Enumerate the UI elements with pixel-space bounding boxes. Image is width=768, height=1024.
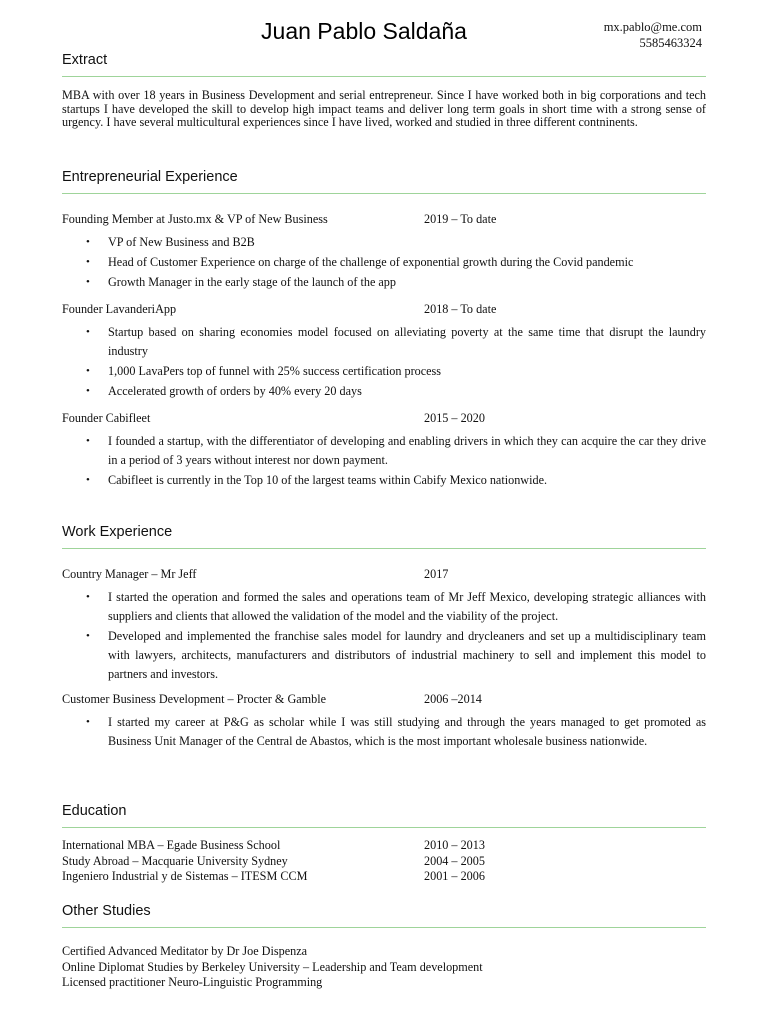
bullet-icon: • [86,276,90,288]
candidate-name: Juan Pablo Saldaña [261,18,467,44]
education-dates: 2004 – 2005 [424,853,485,868]
job-dates: 2015 – 2020 [424,411,485,425]
education-heading: Education [62,803,706,828]
job-entry [62,411,706,490]
list-item: • I started my career at P&G as scholar while I was still studying and through the years managed to get promoted as Business Unit Manager of the Central de Abastos, which is the most important wholesale business nationwide. [86,715,706,748]
list-item: • Startup based on sharing economies model focused on alleviating poverty at the same time that disrupt the laundry industry [86,325,706,358]
list-item: Licensed practitioner Neuro-Linguistic Programming [62,975,323,989]
extract-text: MBA with over 18 years in Business Development and serial entrepreneur. Since I have worked both in big corporations and tech startups I have developed the skill to develop high impact teams and deliver long term goals in short time with a strong sense of urgency. I have several multicultural experiences since I have lived, worked and studied in three different contninents. [62,88,706,129]
job-entry [62,212,706,292]
extract-heading: Extract [62,52,706,77]
list-item: • Accelerated growth of orders by 40% every 20 days [62,382,706,401]
phone-text: 5585463324 [639,36,702,50]
job-dates: 2018 – To date [424,302,497,316]
bullet-icon: • [86,256,90,268]
other-studies-heading: Other Studies [62,903,706,928]
list-item: • 1,000 LavaPers top of funnel with 25% success certification process [62,362,706,381]
job-role: Founder Cabifleet [62,411,151,425]
bullet-icon: • [86,474,90,486]
education-name: Ingeniero Industrial y de Sistemas – ITESM CCM [62,869,308,883]
bullet-icon: • [86,716,90,728]
job-entry [62,692,706,751]
job-entry [62,567,706,684]
job-dates: 2017 [424,567,449,581]
work-section [62,524,706,752]
list-item: • I founded a startup, with the differentiator of developing and enabling drivers in which they can acquire the car they drive in a period of 3 years without interest nor down payment. [86,434,706,467]
bullet-icon: • [86,326,90,338]
education-dates: 2010 – 2013 [424,838,485,852]
work-heading: Work Experience [62,524,706,549]
bullet-icon: • [86,435,90,447]
job-role: Customer Business Development – Procter & Gamble [62,692,327,706]
job-role: Country Manager – Mr Jeff [62,567,197,581]
bullet-icon: • [86,385,90,397]
list-item: • Cabifleet is currently in the Top 10 of the largest teams within Cabify Mexico nationwide. [62,471,706,490]
job-role: Founding Member at Justo.mx & VP of New Business [62,212,328,226]
education-row [62,854,706,870]
education-dates: 2001 – 2006 [424,869,485,883]
list-item: • Developed and implemented the franchise sales model for laundry and drycleaners and set up a multidisciplinary team with lawyers, architects, manufacturers and distributors of industrial machinery to sell and implement this model to partners and investors. [86,629,706,681]
bullet-icon: • [86,365,90,377]
education-section [62,803,706,885]
other-studies-section [62,903,706,991]
job-dates: 2006 –2014 [424,692,482,706]
education-row [62,869,706,885]
job-dates: 2019 – To date [424,212,497,226]
email-text: mx.pablo@me.com [603,20,702,34]
list-item: • Growth Manager in the early stage of the launch of the app [62,273,706,292]
list-item: Certified Advanced Meditator by Dr Joe Dispenza [62,944,308,958]
bullet-icon: • [86,236,90,248]
bullet-icon: • [86,630,90,642]
list-item: Online Diplomat Studies by Berkeley University – Leadership and Team development [62,959,483,974]
job-entry [62,302,706,401]
list-item: • VP of New Business and B2B [62,233,706,252]
entrepreneurial-section [62,169,706,491]
list-item: • I started the operation and formed the sales and operations team of Mr Jeff Mexico, developing strategic alliances with suppliers and clients that allowed the validation of the model and the viability of the project. [86,590,706,623]
education-row [62,838,706,854]
extract-section [62,52,706,130]
education-name: International MBA – Egade Business School [62,838,281,852]
contact-block [604,19,702,51]
entrepreneurial-heading: Entrepreneurial Experience [62,169,706,194]
list-item: • Head of Customer Experience on charge of the challenge of exponential growth during the Covid pandemic [62,253,706,272]
education-name: Study Abroad – Macquarie University Sydney [62,853,288,868]
bullet-icon: • [86,591,90,603]
job-role: Founder LavanderiApp [62,302,177,316]
